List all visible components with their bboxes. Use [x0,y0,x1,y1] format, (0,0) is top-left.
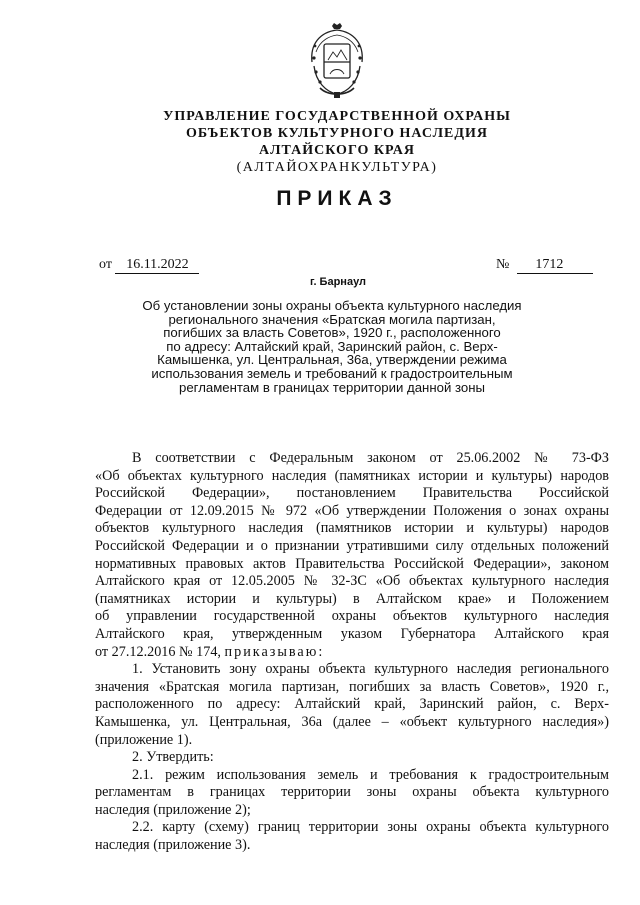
preamble-ending: от 27.12.2016 № 174, [95,643,221,660]
item-2-2-line: 2.2. карту (схему) границ территории зоны охраны объекта культурного [132,819,609,836]
body-line: В соответствии с Федеральным законом от 25.06.2002 № 73-ФЗ [132,450,609,466]
item-2-1-line: регламентам в границах территории зоны охраны объекта культурного [95,784,609,801]
item-2-1-line: 2.1. режим использования земель и требования к градостроительным [132,766,609,783]
body-line: объектов культурного наследия (памятников истории и культуры) народов [95,520,609,537]
orders-word: приказываю: [224,643,325,660]
subject-line: Камышенка, ул. Центральная, 36а, утверждении режима [157,352,507,368]
subject-line: регионального значения «Братская могила партизан, [168,311,496,327]
item-1-line: расположенного по адресу: Алтайский край, Заринский район, с. Верх- [95,696,609,713]
agency-short-name: (АЛТАЙОХРАНКУЛЬТУРА) [236,160,438,175]
agency-line: ОБЪЕКТОВ КУЛЬТУРНОГО НАСЛЕДИЯ [186,126,488,141]
number-line [496,257,593,274]
document-date: 16.11.2022 [115,257,199,274]
body-line: об управлении государственной охраны объектов культурного наследия [95,608,609,625]
item-2-2-line: наследия (приложение 3). [95,837,251,854]
number-prefix: № [496,257,510,272]
document-subject [0,299,640,394]
agency-line: УПРАВЛЕНИЕ ГОСУДАРСТВЕННОЙ ОХРАНЫ [163,109,511,124]
document-type: ПРИКАЗ [276,187,398,210]
item-2-1-line: наследия (приложение 2); [95,801,251,818]
date-prefix: от [99,257,112,272]
body-line: Федерации от 12.09.2015 № 972 «Об утверждении Положения о зонах охраны [95,502,609,519]
body-line: «Об объектах культурного наследия (памятниках истории и культуры) народов [95,467,609,484]
city: г. Барнаул [309,276,367,288]
subject-line: регламентам в границах территории данной зоны [179,379,485,395]
item-1-line: Камышенка, ул. Центральная, 36а (далее – «объект культурного наследия») [95,713,609,730]
subject-line: использования земель и требований к градостроительным [151,365,513,381]
subject-line: по адресу: Алтайский край, Заринский район, с. Верх- [166,338,498,354]
item-1-line: 1. Установить зону охраны объекта культурного наследия регионального [132,661,609,678]
subject-line: Об установлении зоны охраны объекта культурного наследия [142,298,522,313]
document-body [95,450,609,855]
date-line [99,257,199,274]
body-line [95,644,609,662]
body-line: Российской Федерации», постановлением Правительства Российской [95,485,609,502]
body-line: нормативных правовых актов Правительства Российской Федерации», законом [95,555,609,572]
item-2-line: 2. Утвердить: [132,749,214,766]
coat-of-arms-icon [302,22,372,100]
subject-line: погибших за власть Советов», 1920 г., расположенного [163,325,501,341]
agency-line: АЛТАЙСКОГО КРАЯ [258,143,416,158]
body-line: Алтайского края, утвержденным указом Губернатора Алтайского края [95,625,609,642]
agency-name [0,108,640,176]
item-1-line: (приложение 1). [95,731,193,748]
body-line: (памятниках истории и культуры) в Алтайском крае» и Положением [95,590,609,607]
item-1-line: значения «Братская могила партизан, погибших за власть Советов», 1920 г., [95,678,609,695]
document-number: 1712 [517,257,593,274]
body-line: Алтайского края от 12.05.2005 № 32-ЗС «Об объектах культурного наследия [95,573,609,590]
body-line: Российской Федерации и о признании утратившими силу отдельных положений [95,537,609,554]
